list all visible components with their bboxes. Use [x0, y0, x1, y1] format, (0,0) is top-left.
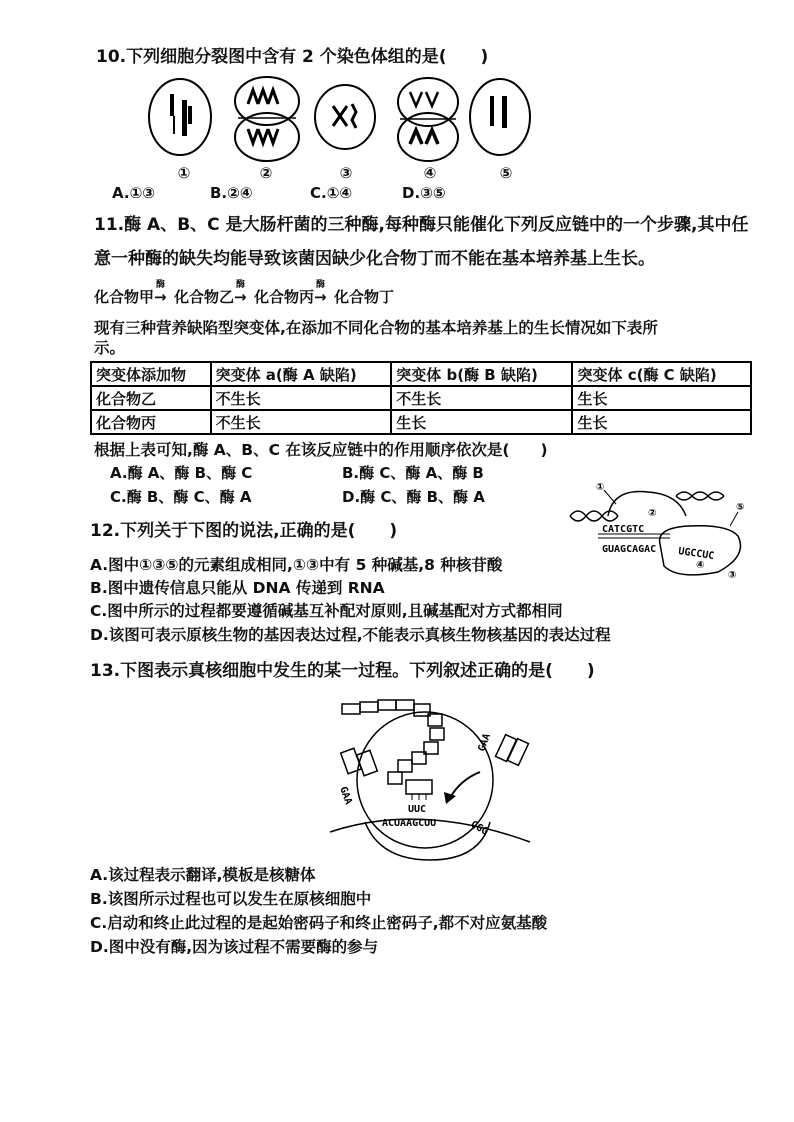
q11-intro-line1: 现有三种营养缺陷型突变体,在添加不同化合物的基本培养基上的生长情况如下表所: [94, 319, 658, 337]
enzyme-label-2: 酶: [236, 280, 246, 290]
right-trna-anticodon: GAA: [476, 732, 493, 754]
q10-cell-figures: [140, 74, 520, 174]
q12-option-d[interactable]: D.该图可表示原核生物的基因表达过程,不能表示真核生物核基因的表达过程: [90, 626, 611, 644]
table-cell: 不生长: [391, 386, 572, 410]
q11-option-c[interactable]: C.酶 B、酶 C、酶 A: [110, 488, 252, 506]
compound-d: 化合物丁: [334, 288, 395, 306]
q12-option-b[interactable]: B.图中遗传信息只能从 DNA 传递到 RNA: [90, 579, 385, 597]
compound-a: 化合物甲: [94, 288, 155, 306]
q10-option-b[interactable]: B.②④: [210, 184, 253, 202]
enzyme-label-3: 酶: [316, 280, 326, 290]
marker-3: ③: [728, 570, 737, 581]
chain-arrow-3: 酶 →: [314, 286, 334, 308]
chain-arrow-2: 酶 →: [234, 286, 254, 308]
table-cell: 不生长: [211, 386, 392, 410]
table-cell: 生长: [391, 410, 572, 434]
transcription-translation-diagram: [568, 476, 768, 586]
mrna-sequence: ACUAAGCUU: [382, 818, 437, 829]
table-header: 突变体添加物: [91, 362, 211, 386]
marker-5: ⑤: [736, 502, 745, 513]
marker-4: ④: [696, 560, 705, 571]
q11-option-b[interactable]: B.酶 C、酶 A、酶 B: [342, 464, 484, 482]
q10-option-c[interactable]: C.①④: [310, 184, 353, 202]
table-header: 突变体 a(酶 A 缺陷): [211, 362, 392, 386]
rna-sequence: GUAGCAGAC: [602, 544, 657, 555]
cell-5-figure: [470, 79, 530, 155]
q10-option-a[interactable]: A.①③: [112, 184, 155, 202]
table-header: 突变体 b(酶 B 缺陷): [391, 362, 572, 386]
left-trna-anticodon: GAA: [337, 785, 354, 806]
cell-label-2: ②: [259, 164, 273, 182]
q11-stem-line2: 意一种酶的缺失均能导致该菌因缺少化合物丁而不能在基本培养基上生长。: [94, 249, 655, 269]
q10-option-d[interactable]: D.③⑤: [402, 184, 446, 202]
cell-label-5: ⑤: [499, 164, 513, 182]
table-row: [91, 410, 751, 434]
table-cell: 生长: [572, 386, 751, 410]
q13-option-b[interactable]: B.该图所示过程也可以发生在原核细胞中: [90, 890, 372, 908]
anticodon-label: UUC: [408, 804, 427, 815]
q11-option-d[interactable]: D.酶 C、酶 B、酶 A: [342, 488, 485, 506]
table-cell: 化合物乙: [91, 386, 211, 410]
cell-3-figure: [315, 85, 375, 149]
q12-stem: 12.下列关于下图的说法,正确的是( ): [90, 521, 398, 541]
q11-option-a[interactable]: A.酶 A、酶 B、酶 C: [110, 464, 253, 482]
cell-2-figure: [235, 77, 299, 161]
dna-sequence: CATCGTC: [602, 524, 645, 535]
q13-stem: 13.下图表示真核细胞中发生的某一过程。下列叙述正确的是( ): [90, 661, 595, 681]
q13-option-c[interactable]: C.启动和终止此过程的是起始密码子和终止密码子,都不对应氨基酸: [90, 914, 548, 932]
compound-c: 化合物丙: [254, 288, 315, 306]
table-header: 突变体 c(酶 C 缺陷): [572, 362, 751, 386]
cell-label-1: ①: [177, 164, 191, 182]
cell-label-3: ③: [339, 164, 353, 182]
codon-tail: CGG: [468, 819, 490, 838]
chain-arrow-1: 酶 →: [154, 286, 174, 308]
reaction-chain: [94, 280, 395, 308]
cell-1-figure: [149, 79, 211, 155]
q11-intro-line2: 示。: [94, 339, 126, 357]
cell-4-figure: [398, 78, 458, 161]
translation-diagram: [320, 692, 550, 862]
enzyme-label-1: 酶: [156, 280, 166, 290]
cell-label-4: ④: [423, 164, 437, 182]
q10-stem: 10.下列细胞分裂图中含有 2 个染色体组的是( ): [96, 47, 489, 67]
marker-1: ①: [596, 482, 605, 493]
rna-tail-sequence: UGCCUC: [677, 546, 715, 562]
q13-option-a[interactable]: A.该过程表示翻译,模板是核糖体: [90, 866, 316, 884]
marker-2: ②: [648, 508, 657, 519]
table-header-row: [91, 362, 751, 386]
q12-option-a[interactable]: A.图中①③⑤的元素组成相同,①③中有 5 种碱基,8 种核苷酸: [90, 556, 503, 574]
mutant-growth-table: [90, 361, 752, 435]
q11-stem-line1: 11.酶 A、B、C 是大肠杆菌的三种酶,每种酶只能催化下列反应链中的一个步骤,其中任: [94, 215, 749, 235]
table-cell: 化合物丙: [91, 410, 211, 434]
table-cell: 生长: [572, 410, 751, 434]
compound-b: 化合物乙: [174, 288, 235, 306]
table-row: [91, 386, 751, 410]
q13-option-d[interactable]: D.图中没有酶,因为该过程不需要酶的参与: [90, 938, 379, 956]
q11-question: 根据上表可知,酶 A、B、C 在该反应链中的作用顺序依次是( ): [94, 441, 548, 459]
table-cell: 不生长: [211, 410, 392, 434]
q12-option-c[interactable]: C.图中所示的过程都要遵循碱基互补配对原则,且碱基配对方式都相同: [90, 602, 563, 620]
